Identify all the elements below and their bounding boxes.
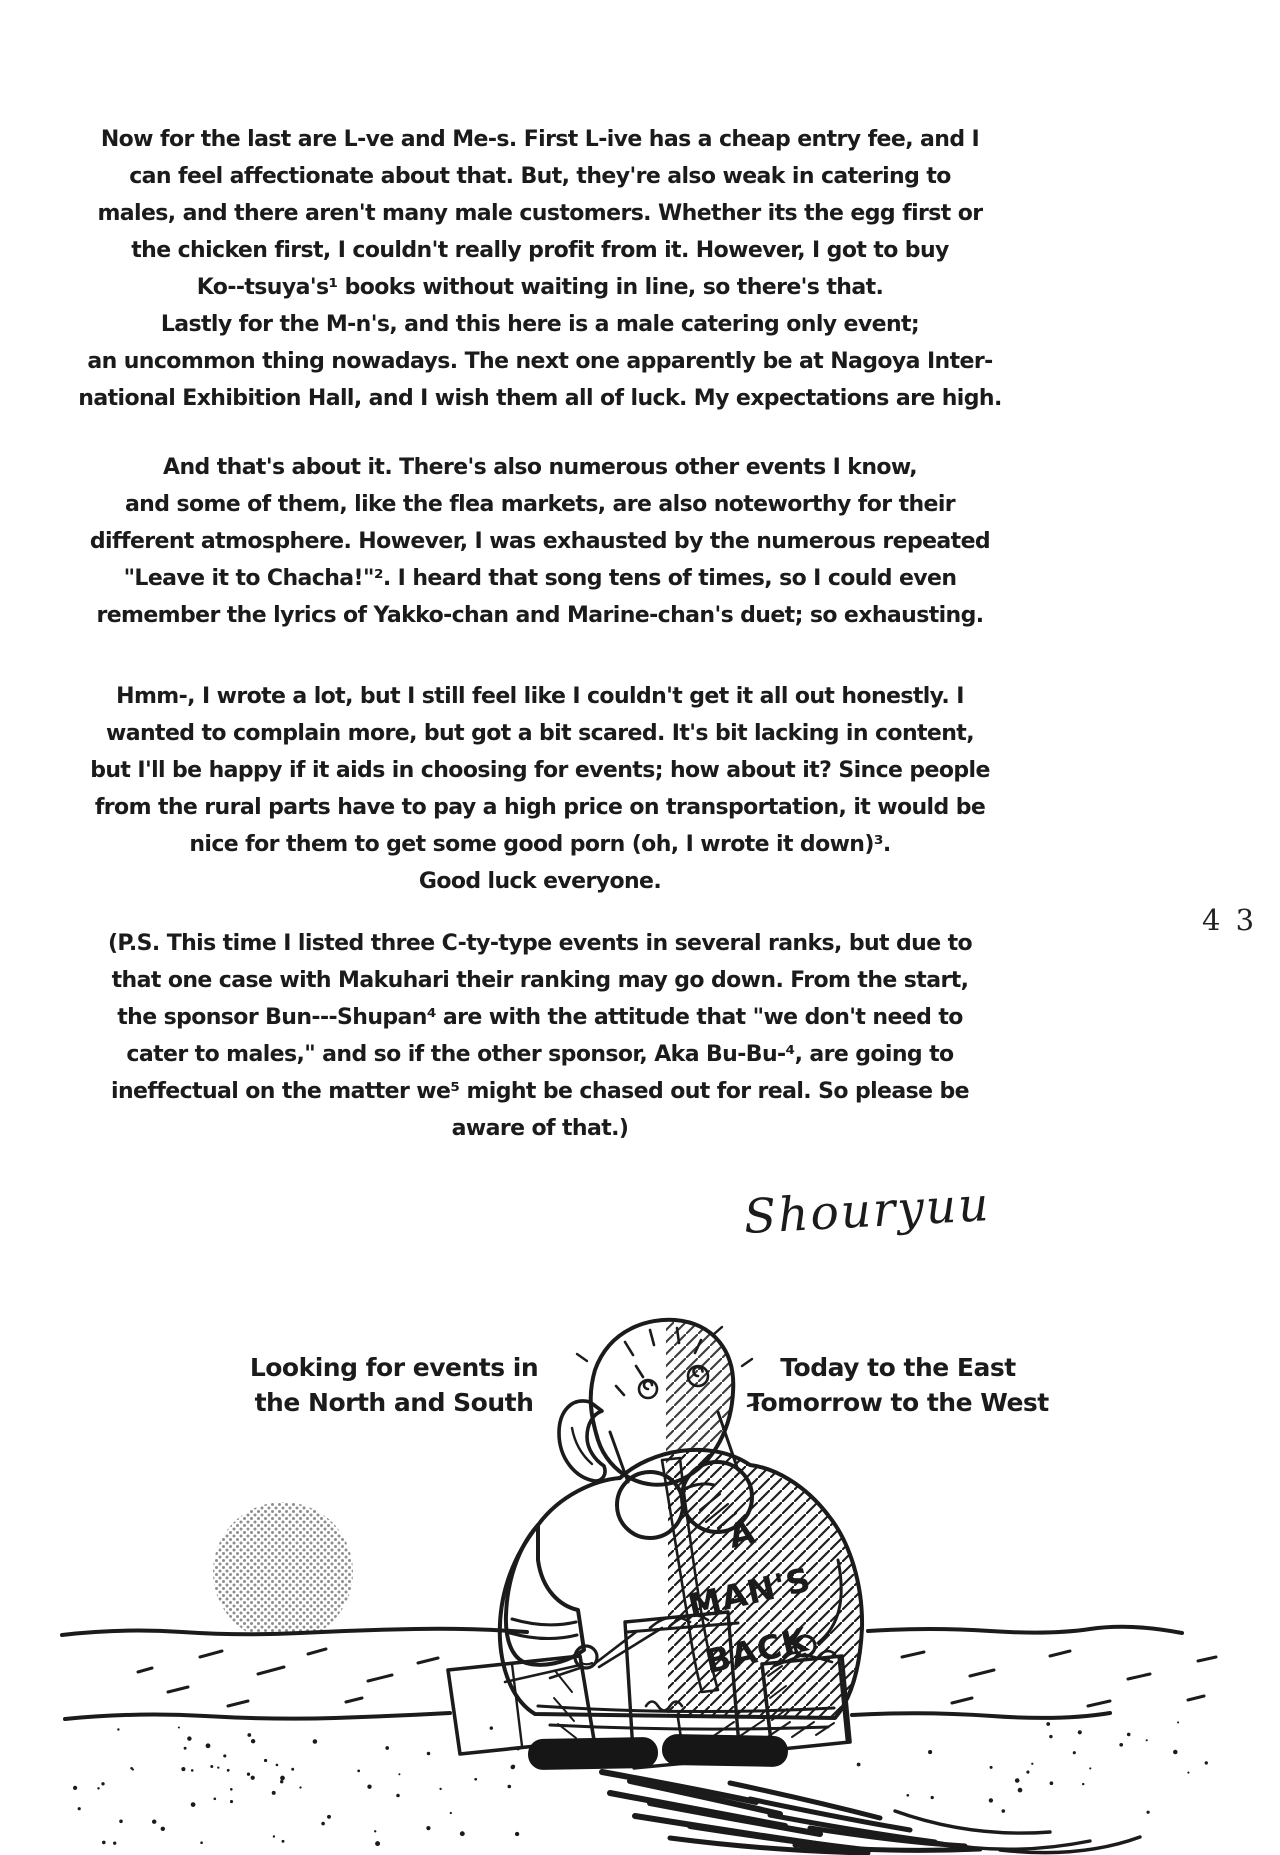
text-line: from the rural parts have to pay a high price on transportation, it would be xyxy=(94,795,986,820)
back-text-line: A xyxy=(724,1511,760,1556)
shadow xyxy=(602,1772,1140,1853)
page-number: 4 3 xyxy=(1202,903,1258,937)
man-figure xyxy=(448,1320,1140,1853)
text-line: ineffectual on the matter we⁵ might be chased out for real. So please be xyxy=(111,1079,969,1104)
text-line: remember the lyrics of Yakko-chan and Marine-chan's duet; so exhausting. xyxy=(96,603,984,628)
text-line: national Exhibition Hall, and I wish them all of luck. My expectations are high. xyxy=(78,386,1002,411)
text-line: aware of that.) xyxy=(451,1116,629,1141)
text-line: different atmosphere. However, I was exhausted by the numerous repeated xyxy=(89,529,991,554)
caption-line: Looking for events in xyxy=(249,1353,539,1382)
text-line: and some of them, like the flea markets, are also noteworthy for their xyxy=(124,492,956,517)
text-line: Now for the last are L-ve and Me-s. First L-ive has a cheap entry fee, and I xyxy=(100,127,980,152)
caption-line: the North and South xyxy=(254,1388,534,1417)
text-line: but I'll be happy if it aids in choosing for events; how about it? Since people xyxy=(90,758,990,783)
text-line: can feel affectionate about that. But, they're also weak in catering to xyxy=(129,164,951,189)
afterword-text xyxy=(50,121,1030,1147)
caption-line: Today to the East xyxy=(780,1353,1016,1382)
text-line: nice for them to get some good porn (oh, I wrote it down)³. xyxy=(189,832,891,857)
left-arm xyxy=(506,1525,597,1668)
text-line: males, and there aren't many male customers. Whether its the egg first or xyxy=(97,201,983,226)
text-line: cater to males," and so if the other sponsor, Aka Bu-Bu-⁴, are going to xyxy=(126,1042,954,1067)
text-line: that one case with Makuhari their ranking may go down. From the start, xyxy=(111,968,969,993)
text-line: Lastly for the M-n's, and this here is a male catering only event; xyxy=(160,312,920,337)
caption-line: Tomorrow to the West xyxy=(747,1388,1049,1417)
text-line: (P.S. This time I listed three C-ty-type events in several ranks, but due to xyxy=(107,931,973,956)
text-line: And that's about it. There's also numerous other events I know, xyxy=(163,455,917,480)
back-text-line: BACK xyxy=(701,1619,813,1682)
beach-illustration xyxy=(50,1310,1230,1855)
text-line: the chicken first, I couldn't really profit from it. However, I got to buy xyxy=(131,238,949,263)
text-line: the sponsor Bun---Shupan⁴ are with the attitude that "we don't need to xyxy=(117,1005,963,1030)
back-text-line: MAN'S xyxy=(684,1559,815,1626)
text-line: Good luck everyone. xyxy=(418,869,662,894)
paragraph-3 xyxy=(50,678,1030,900)
signature: Shouryuu xyxy=(742,1177,992,1245)
text-line: an uncommon thing nowadays. The next one apparently be at Nagoya Inter- xyxy=(87,349,993,374)
text-line: Hmm-, I wrote a lot, but I still feel like I couldn't get it all out honestly. I xyxy=(116,684,964,709)
horizon-line xyxy=(62,1627,1182,1635)
text-line: Ko--tsuya's¹ books without waiting in line, so there's that. xyxy=(196,275,884,300)
text-line: "Leave it to Chacha!"². I heard that song tens of times, so I could even xyxy=(123,566,957,591)
setting-sun xyxy=(213,1502,353,1642)
paragraph-2 xyxy=(50,449,1030,634)
paragraph-ps xyxy=(50,925,1030,1147)
text-line: wanted to complain more, but got a bit scared. It's bit lacking in content, xyxy=(106,721,974,746)
paragraph-1 xyxy=(50,121,1030,417)
